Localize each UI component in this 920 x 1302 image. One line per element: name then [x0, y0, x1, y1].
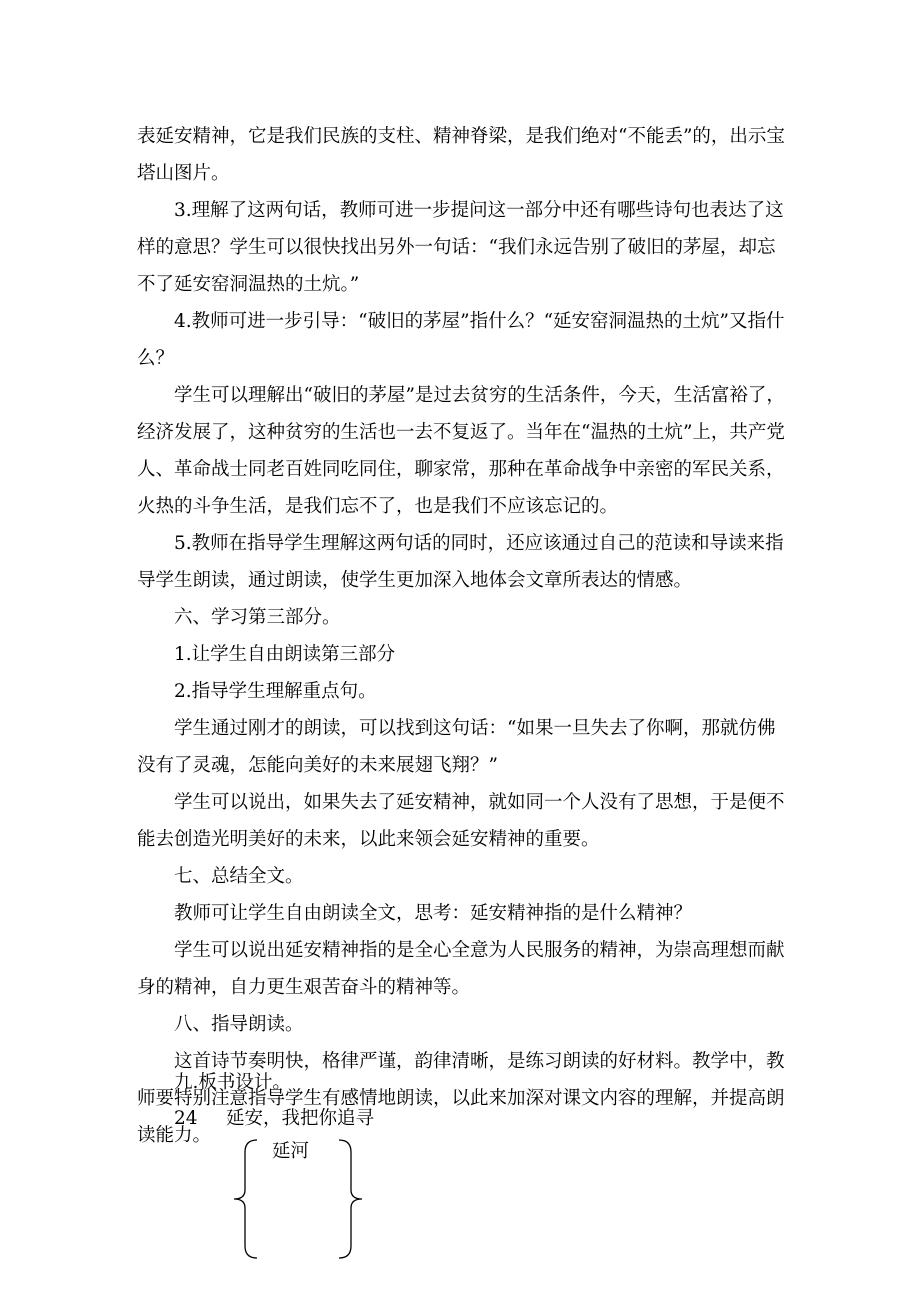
paragraph-3: 4.教师可进一步引导：“破旧的茅屋”指什么？“延安窑洞温热的土炕”又指什么？	[137, 311, 785, 369]
paragraph-2: 3.理解了这两句话，教师可进一步提问这一部分中还有哪些诗句也表达了这样的意思？学生可以很快找出另外一句话：“我们永远告别了破旧的茅屋，却忘不了延安窑洞温热的土炕。”	[137, 200, 784, 295]
right-brace-icon	[336, 1138, 366, 1260]
section-heading-8: 八、指导朗读。	[174, 1014, 304, 1035]
paragraph-4: 学生可以理解出“破旧的茅屋”是过去贫穷的生活条件，今天，生活富裕了，经济发展了，这种贫穷的生活也一去不复返了。当年在“温热的土炕”上，共产党人、革命战士同老百姓同吃同住，聊家常，那种在革命战争中亲密的军民关系，火热的斗争生活，是我们忘不了，也是我们不应该忘记的。	[137, 385, 785, 517]
section-heading-9: 九.板书设计。	[174, 1072, 291, 1093]
lesson-number: 24	[174, 1108, 198, 1129]
paragraph-1: 表延安精神，它是我们民族的支柱、精神脊梁，是我们绝对“不能丢”的，出示宝塔山图片。	[137, 126, 785, 184]
board-title	[174, 1101, 374, 1137]
paragraph-8-1: 这首诗节奏明快，格律严谨，韵律清晰，是练习朗读的好材料。教学中，教师要特别注意指导学生有感情地朗读，以此来加深对课文内容的理解，并提高朗读能力。	[137, 1051, 785, 1146]
lesson-title: 延安，我把你追寻	[226, 1108, 375, 1129]
paragraph-6-1: 1.让学生自由朗读第三部分	[174, 644, 396, 665]
paragraph-5: 5.教师在指导学生理解这两句话的同时，还应该通过自己的范读和导读来指导学生朗读，通过朗读，使学生更加深入地体会文章所表达的情感。	[137, 533, 784, 591]
left-brace-icon	[230, 1138, 260, 1260]
section-heading-7: 七、总结全文。	[174, 866, 304, 887]
paragraph-6-4: 学生可以说出，如果失去了延安精神，就如同一个人没有了思想，于是便不能去创造光明美好的未来，以此来领会延安精神的重要。	[137, 792, 785, 850]
board-label: 延河	[272, 1141, 310, 1162]
paragraph-7-2: 学生可以说出延安精神指的是全心全意为人民服务的精神，为崇高理想而献身的精神，自力更生艰苦奋斗的精神等。	[137, 940, 785, 998]
paragraph-6-2: 2.指导学生理解重点句。	[174, 681, 377, 702]
paragraph-6-3: 学生通过刚才的朗读，可以找到这句话：“如果一旦失去了你啊，那就仿佛没有了灵魂，怎能向美好的未来展翅飞翔？”	[137, 718, 776, 776]
paragraph-7-1: 教师可让学生自由朗读全文，思考：延安精神指的是什么精神？	[174, 903, 693, 924]
section-heading-6: 六、学习第三部分。	[174, 607, 341, 628]
